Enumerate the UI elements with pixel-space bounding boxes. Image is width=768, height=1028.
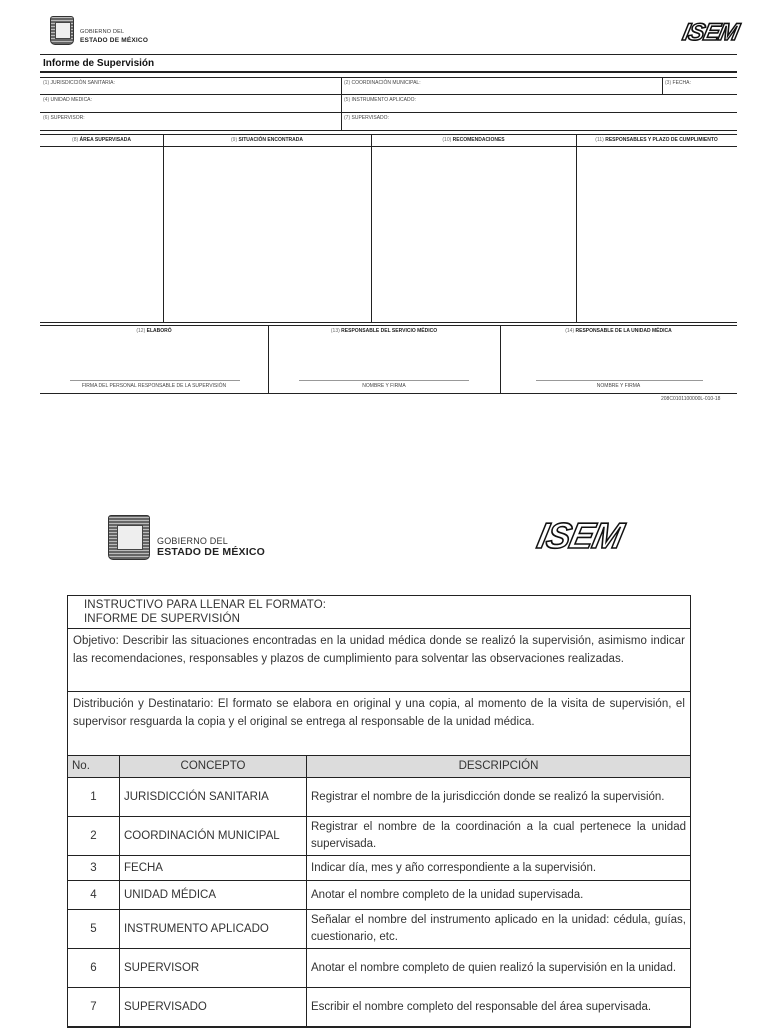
concepts-table <box>68 756 690 1027</box>
column-area-supervisada: (8) ÁREA SUPERVISADA <box>72 137 131 143</box>
table-row: 3 FECHA Indicar día, mes y año correspondiente a la supervisión. <box>68 856 690 881</box>
objetivo-text: Objetivo: Describir las situaciones encontradas en la unidad médica donde se realizó la supervisión, asimismo indicar las recomendaciones, responsables y plazos de cumplimiento para solventar las observaciones realizadas. <box>68 629 690 692</box>
table-row: 6 SUPERVISOR Anotar el nombre completo de quien realizó la supervisión en la unidad. <box>68 949 690 988</box>
signature-servicio-medico: (13) RESPONSABLE DEL SERVICIO MÉDICO <box>330 328 438 334</box>
signature-caption: FIRMA DEL PERSONAL RESPONSABLE DE LA SUPERVISIÓN <box>81 383 227 389</box>
recomendaciones-cell[interactable] <box>372 147 575 321</box>
table-row: 7 SUPERVISADO Escribir el nombre completo del responsable del área supervisada. <box>68 988 690 1027</box>
table-row: 1 JURISDICCIÓN SANITARIA Registrar el nombre de la jurisdicción donde se realizó la supervisión. <box>68 778 690 817</box>
coat-of-arms-icon <box>108 515 150 560</box>
isem-logo: ISEM <box>680 19 741 46</box>
logo-line2: ESTADO DE MÉXICO <box>157 546 266 558</box>
responsables-cell[interactable] <box>577 147 736 321</box>
field-jurisdiccion[interactable]: (1) JURISDICCIÓN SANITARIA: <box>43 80 115 86</box>
field-fecha[interactable]: (3) FECHA: <box>665 80 691 86</box>
logo-line1: GOBIERNO DEL <box>157 536 228 546</box>
distribucion-text: Distribución y Destinatario: El formato se elabora en original y una copia, al momento de la visita de supervisión, el supervisor resguarda la copia y el original se entrega al responsable de la unidad médica. <box>68 692 690 756</box>
instructions-title: INSTRUCTIVO PARA LLENAR EL FORMATO: INFORME DE SUPERVISIÓN <box>68 596 690 629</box>
signature-line[interactable] <box>70 380 240 381</box>
field-unidad-medica[interactable]: (4) UNIDAD MEDICA: <box>43 97 92 103</box>
header-no: No. <box>68 756 120 778</box>
field-supervisor[interactable]: (6) SUPERVISOR: <box>43 115 85 121</box>
field-supervisado[interactable]: (7) SUPERVISADO: <box>344 115 389 121</box>
signature-elaboro: (12) ELABORÓ <box>136 328 172 334</box>
signature-line[interactable] <box>299 380 469 381</box>
situacion-encontrada-cell[interactable] <box>164 147 370 321</box>
table-header-row <box>68 756 690 778</box>
table-row: 5 INSTRUMENTO APLICADO Señalar el nombre del instrumento aplicado en la unidad: cédula, guías, cuestionario, etc. <box>68 910 690 949</box>
column-situacion-encontrada: (9) SITUACIÓN ENCONTRADA <box>231 137 303 143</box>
column-recomendaciones: (10) RECOMENDACIONES <box>442 137 505 143</box>
area-supervisada-cell[interactable] <box>41 147 162 321</box>
coat-of-arms-icon <box>50 16 74 45</box>
header-descripcion: DESCRIPCIÓN <box>307 756 691 778</box>
field-instrumento[interactable]: (5) INSTRUMENTO APLICADO: <box>344 97 416 103</box>
table-row: 4 UNIDAD MÉDICA Anotar el nombre completo de la unidad supervisada. <box>68 881 690 910</box>
column-responsables: (11) RESPONSABLES Y PLAZO DE CUMPLIMIENTO <box>595 137 718 143</box>
logo-line1: GOBIERNO DEL <box>80 29 125 35</box>
signature-line[interactable] <box>536 380 703 381</box>
signature-caption: NOMBRE Y FIRMA <box>596 383 641 389</box>
header-concepto: CONCEPTO <box>120 756 307 778</box>
instructions-box <box>67 595 691 1028</box>
form-title: Informe de Supervisión <box>43 58 155 69</box>
signature-caption: NOMBRE Y FIRMA <box>362 383 406 389</box>
field-coordinacion[interactable]: (2) COORDINACIÓN MUNICIPAL: <box>344 80 421 86</box>
form-code: 208C0101100000L-010-18 <box>661 396 721 402</box>
table-row: 2 COORDINACIÓN MUNICIPAL Registrar el nombre de la coordinación a la cual pertenece la unidad supervisada. <box>68 817 690 856</box>
logo-line2: ESTADO DE MÉXICO <box>80 37 149 44</box>
signature-unidad-medica: (14) RESPONSABLE DE LA UNIDAD MÉDICA <box>565 328 672 334</box>
isem-logo: ISEM <box>533 515 627 556</box>
